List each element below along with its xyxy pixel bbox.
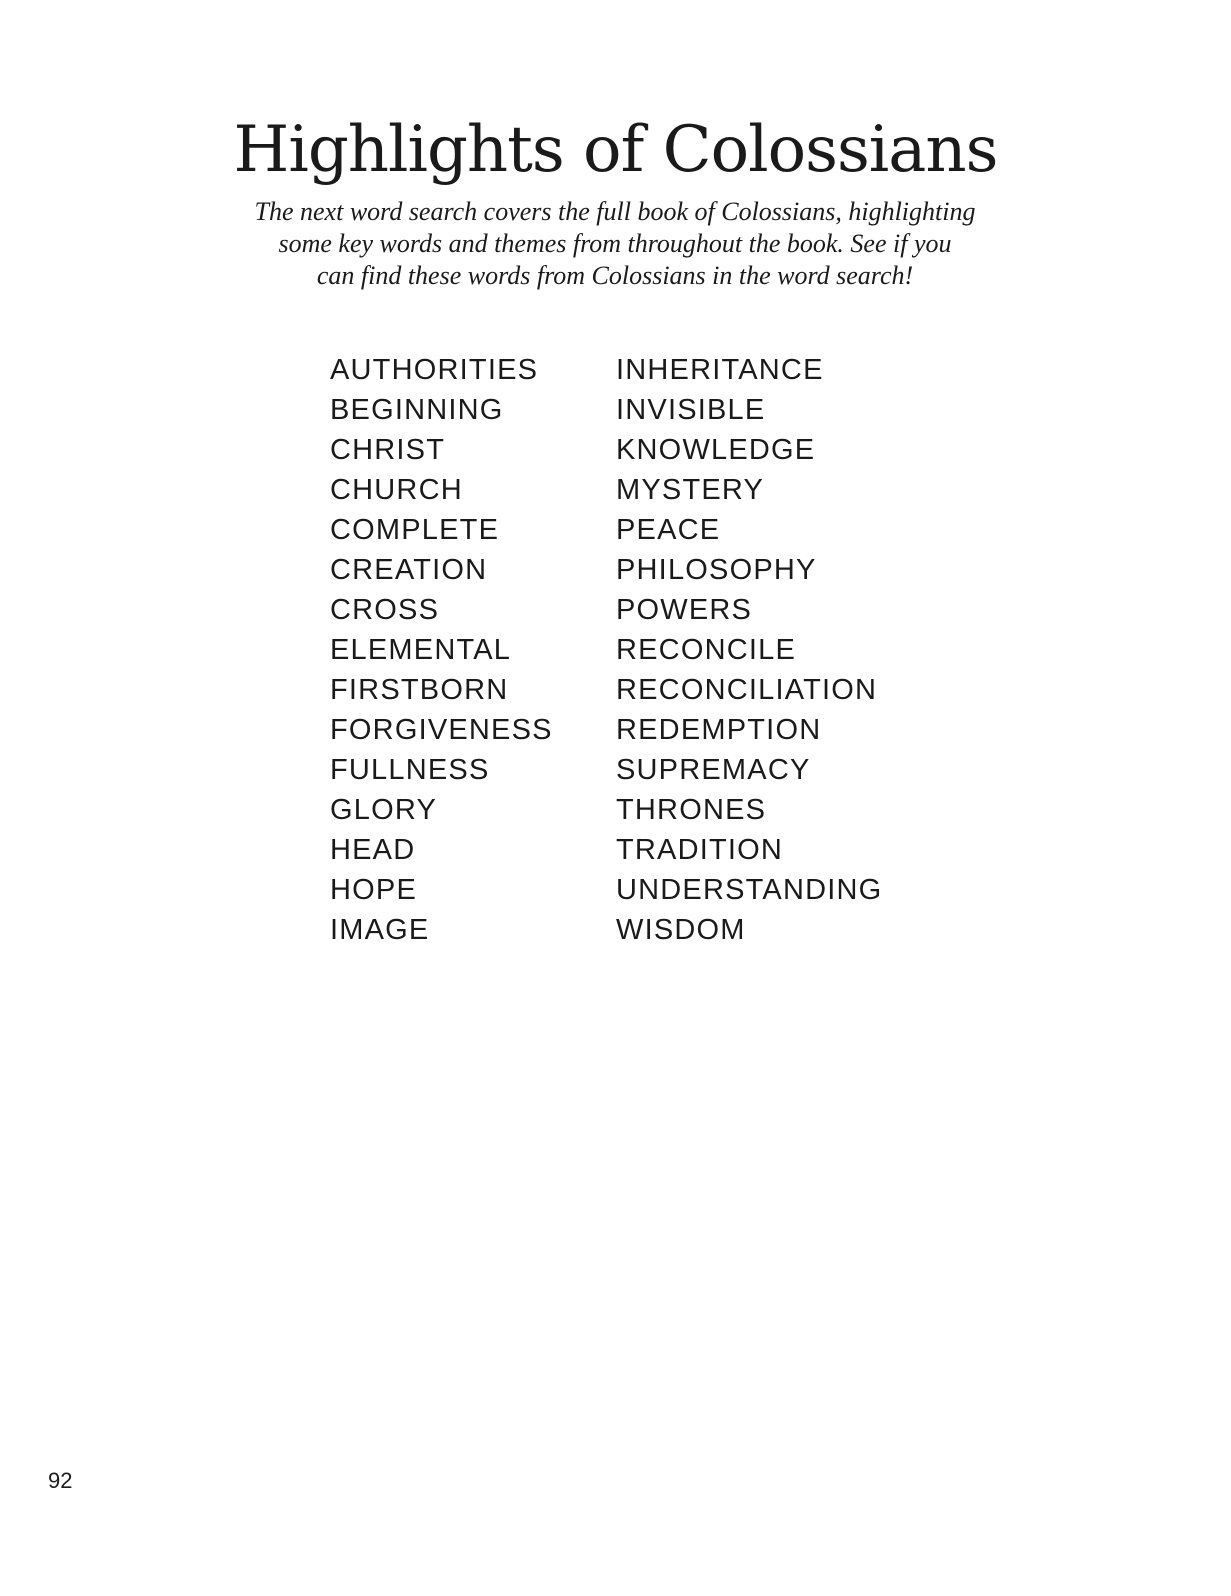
intro-line: The next word search covers the full book of Colossians, highlighting <box>254 197 976 226</box>
word-item: THRONES <box>616 794 767 826</box>
word-item: SUPREMACY <box>616 754 811 786</box>
word-item: GLORY <box>330 794 438 826</box>
word-item: COMPLETE <box>330 514 500 546</box>
word-item: HEAD <box>330 834 416 866</box>
word-item: ELEMENTAL <box>330 634 512 666</box>
word-item: CHURCH <box>330 474 463 506</box>
word-item: PHILOSOPHY <box>616 554 817 586</box>
word-item: FIRSTBORN <box>330 674 509 706</box>
word-item: TRADITION <box>616 834 784 866</box>
word-item: PEACE <box>616 514 721 546</box>
word-item: MYSTERY <box>616 474 765 506</box>
word-item: WISDOM <box>616 914 746 946</box>
page-number: 92 <box>48 1468 73 1493</box>
word-item: IMAGE <box>330 914 430 946</box>
intro-line: some key words and themes from throughout the book. See if you <box>278 229 952 258</box>
word-item: KNOWLEDGE <box>616 434 816 466</box>
intro-text <box>190 196 1040 292</box>
word-item: AUTHORITIES <box>330 354 539 386</box>
word-item: RECONCILIATION <box>616 674 878 706</box>
word-item: INHERITANCE <box>616 354 824 386</box>
word-item: HOPE <box>330 874 417 906</box>
word-item: UNDERSTANDING <box>616 874 883 906</box>
word-item: BEGINNING <box>330 394 504 426</box>
word-item: RECONCILE <box>616 634 796 666</box>
word-item: REDEMPTION <box>616 714 822 746</box>
intro-line: can find these words from Colossians in the word search! <box>316 261 914 290</box>
word-item: CREATION <box>330 554 488 586</box>
word-item: FORGIVENESS <box>330 714 553 746</box>
word-list-right <box>616 350 882 950</box>
page-title: Highlights of Colossians <box>233 113 998 187</box>
word-item: INVISIBLE <box>616 394 766 426</box>
word-item: FULLNESS <box>330 754 490 786</box>
word-item: CROSS <box>330 594 440 626</box>
word-item: POWERS <box>616 594 753 626</box>
word-list-left <box>330 350 553 950</box>
word-item: CHRIST <box>330 434 446 466</box>
